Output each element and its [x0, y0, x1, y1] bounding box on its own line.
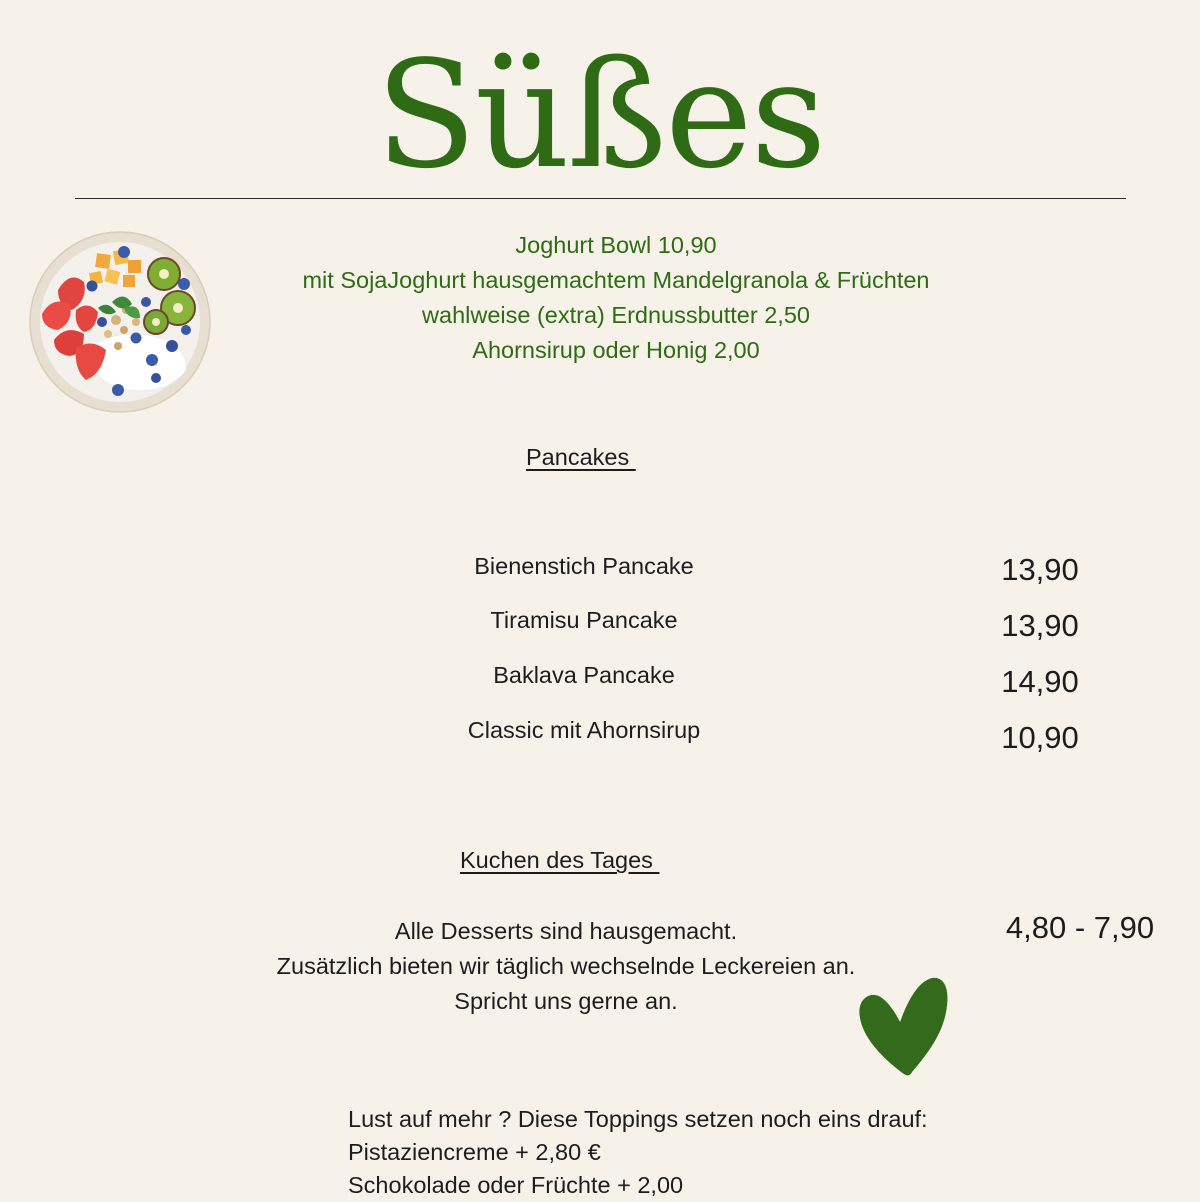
- kuchen-description-line: Zusätzlich bieten wir täglich wechselnde Leckereien an.: [276, 953, 856, 979]
- kuchen-description-line: Alle Desserts sind hausgemacht.: [394, 918, 738, 944]
- pancake-item-name: Baklava Pancake: [493, 662, 675, 688]
- pancake-item-name: Classic mit Ahornsirup: [467, 717, 701, 743]
- joghurt-bowl-title: Joghurt Bowl 10,90: [515, 232, 717, 258]
- pancake-item-name: Tiramisu Pancake: [490, 607, 678, 633]
- page-title: Süßes: [375, 29, 825, 201]
- yogurt-bowl-illustration: [28, 230, 212, 414]
- topping-item: Schokolade oder Früchte + 2,00: [348, 1172, 684, 1198]
- joghurt-bowl-ingredients: mit SojaJoghurt hausgemachtem Mandelgranola & Früchten: [302, 267, 930, 293]
- topping-item: Pistaziencreme + 2,80 €: [348, 1139, 601, 1165]
- kuchen-price-range: 4,80 - 7,90: [1005, 910, 1155, 945]
- pancakes-heading: Pancakes: [526, 444, 636, 470]
- title-divider: [75, 198, 1126, 199]
- toppings-intro: Lust auf mehr ? Diese Toppings setzen noch eins drauf:: [348, 1106, 928, 1132]
- pancake-item-name: Bienenstich Pancake: [474, 553, 694, 579]
- pancake-item-price: 10,90: [1001, 720, 1079, 755]
- kuchen-description: [166, 914, 966, 1019]
- pancake-item-price: 14,90: [1001, 664, 1079, 699]
- joghurt-bowl-description: [230, 228, 1002, 368]
- kuchen-des-tages-heading: Kuchen des Tages: [460, 847, 660, 873]
- kuchen-description-line: Spricht uns gerne an.: [454, 988, 678, 1014]
- pancake-item-price: 13,90: [1001, 608, 1079, 643]
- pancake-item-price: 13,90: [1001, 552, 1079, 587]
- heart-icon: [852, 972, 952, 1078]
- joghurt-bowl-extra-syrup-honey: Ahornsirup oder Honig 2,00: [472, 337, 760, 363]
- joghurt-bowl-extra-peanut-butter: wahlweise (extra) Erdnussbutter 2,50: [422, 302, 810, 328]
- toppings-section: [348, 1103, 1128, 1202]
